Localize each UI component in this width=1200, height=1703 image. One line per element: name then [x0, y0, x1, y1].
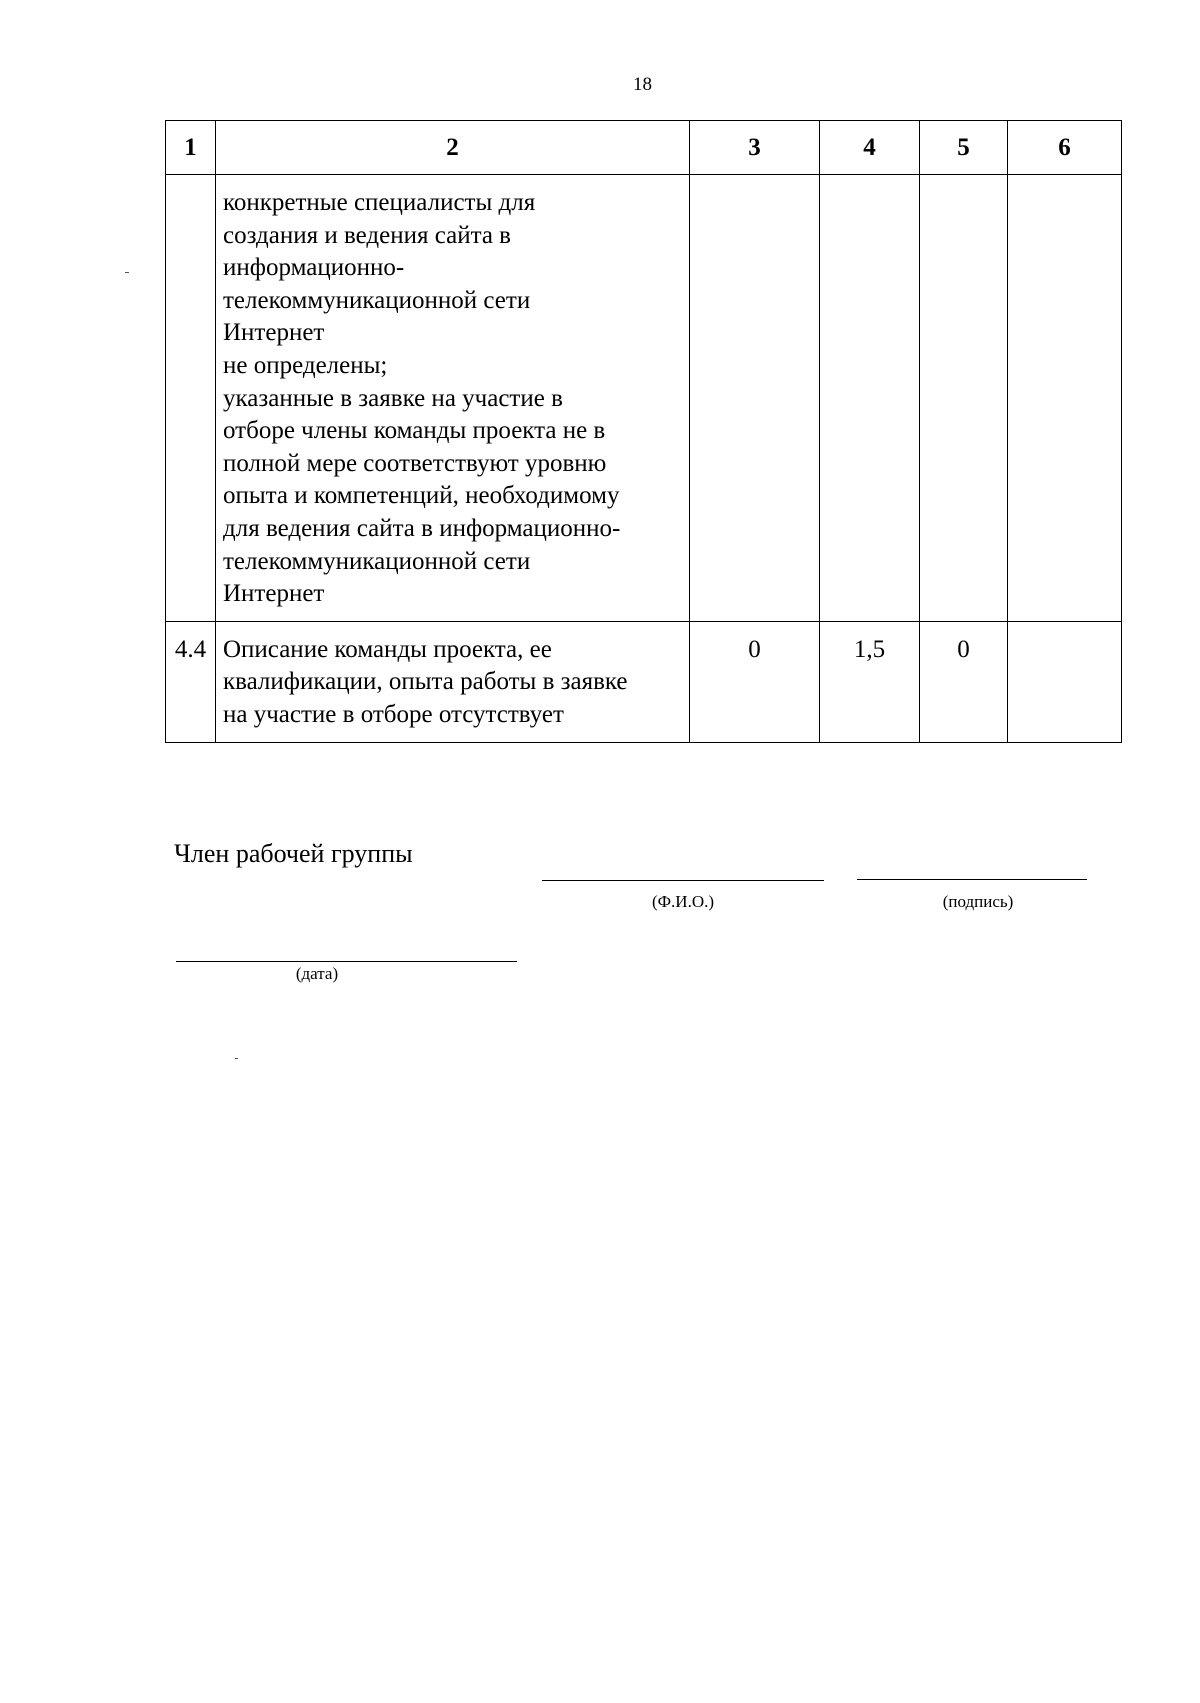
row-col-4: 1,5 — [820, 621, 920, 742]
header-col-1: 1 — [166, 121, 216, 175]
header-col-4: 4 — [820, 121, 920, 175]
row-col-5: 0 — [920, 621, 1008, 742]
header-col-2: 2 — [216, 121, 690, 175]
row-col-6 — [1008, 175, 1122, 622]
row-col-6 — [1008, 621, 1122, 742]
table-header-row — [166, 121, 1122, 175]
header-col-3: 3 — [690, 121, 820, 175]
criteria-table — [165, 120, 1122, 743]
row-description: конкретные специалисты для создания и ведения сайта в информационно- телекоммуникационной сети Интернет не определены; указанные в заявке на участие в отборе члены команды проекта не в полной мере соответствуют уровню опыта и компетенций, необходимому для ведения сайта в информационно- телекоммуникационной сети Интернет — [216, 175, 690, 622]
scan-mark — [125, 272, 129, 273]
date-caption: (дата) — [295, 964, 339, 983]
fio-caption: (Ф.И.О.) — [651, 892, 715, 911]
row-description: Описание команды проекта, ее квалификации, опыта работы в заявке на участие в отборе отсутствует — [216, 621, 690, 742]
table-row — [166, 175, 1122, 622]
signature-caption: (подпись) — [942, 892, 1014, 911]
page-number: 18 — [633, 74, 652, 95]
header-col-5: 5 — [920, 121, 1008, 175]
row-col-3: 0 — [690, 621, 820, 742]
date-line — [176, 961, 517, 962]
row-col-5 — [920, 175, 1008, 622]
row-col-4 — [820, 175, 920, 622]
member-label: Член рабочей группы — [174, 839, 413, 868]
fio-line — [542, 880, 824, 881]
signature-line — [857, 879, 1087, 880]
row-number — [166, 175, 216, 622]
row-col-3 — [690, 175, 820, 622]
scan-mark — [235, 1058, 238, 1059]
row-number: 4.4 — [166, 621, 216, 742]
header-col-6: 6 — [1008, 121, 1122, 175]
table-row — [166, 621, 1122, 742]
